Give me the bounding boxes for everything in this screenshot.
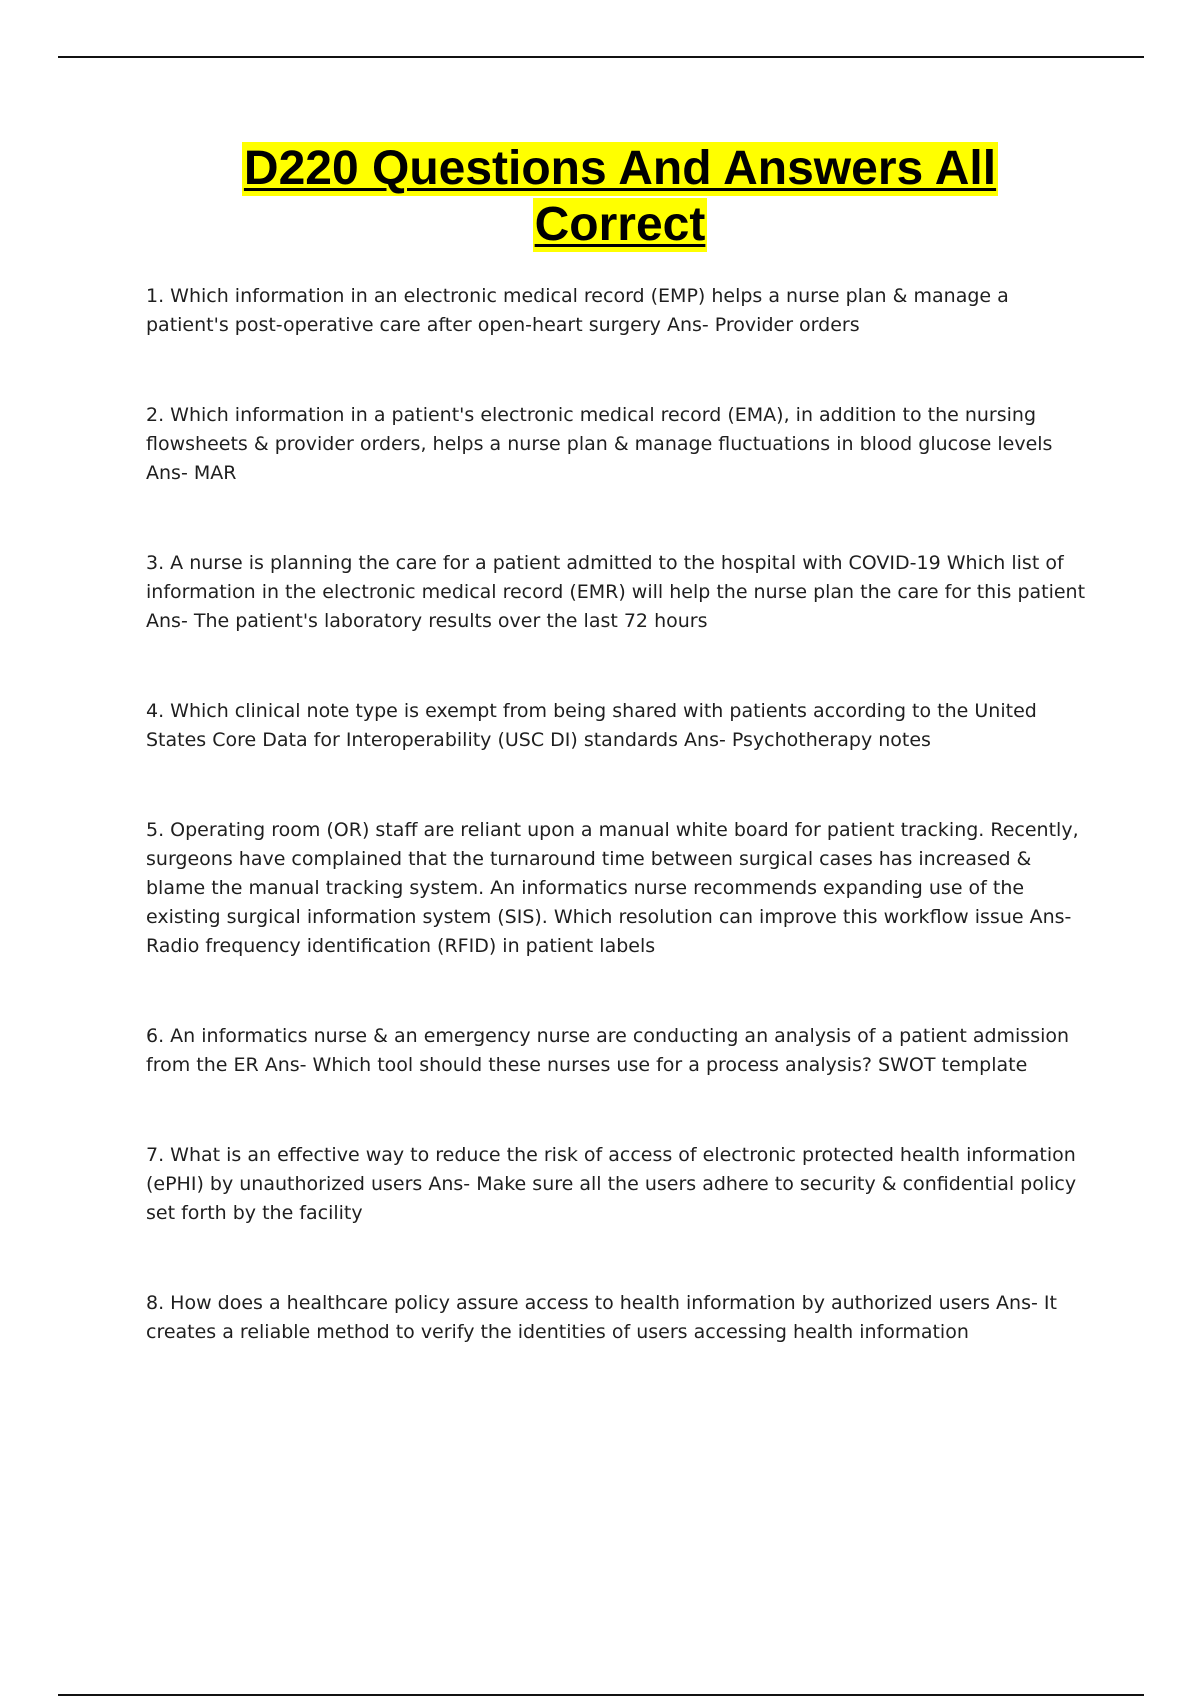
document-title (160, 142, 1080, 252)
question-item-2: 2. Which information in a patient's electronic medical record (EMA), in addition to the nursing flowsheets & provider orders, helps a nurse plan & manage fluctuations in blood glucose levels Ans- MAR (146, 404, 1053, 484)
title-line-1: D220 Questions And Answers All (243, 142, 997, 195)
question-item-4: 4. Which clinical note type is exempt from being shared with patients according to the United States Core Data for Interoperability (USC DI) standards Ans- Psychotherapy notes (146, 700, 1037, 751)
question-answer-list (146, 282, 1091, 1347)
title-line-2: Correct (534, 198, 706, 251)
question-item-8: 8. How does a healthcare policy assure access to health information by authorized users Ans- It creates a reliable method to verify the identities of users accessing health information (146, 1292, 1057, 1343)
question-item-6: 6. An informatics nurse & an emergency nurse are conducting an analysis of a patient admission from the ER Ans- Which tool should these nurses use for a process analysis? SWOT template (146, 1025, 1070, 1076)
question-item-7: 7. What is an effective way to reduce the risk of access of electronic protected health information (ePHI) by unauthorized users Ans- Make sure all the users adhere to security & confidential policy set forth by the facility (146, 1144, 1077, 1224)
top-divider (58, 56, 1144, 58)
bottom-divider (58, 1694, 1144, 1696)
question-item-5: 5. Operating room (OR) staff are reliant upon a manual white board for patient tracking. Recently, surgeons have complained that the turnaround time between surgical cases has increased & blame the manual tracking system. An informatics nurse recommends expanding use of the existing surgical information system (SIS). Which resolution can improve this workflow issue Ans- Radio frequency identification (RFID) in patient labels (146, 819, 1079, 957)
question-item-3: 3. A nurse is planning the care for a patient admitted to the hospital with COVID-19 Which list of information in the electronic medical record (EMR) will help the nurse plan the care for this patient Ans- The patient's laboratory results over the last 72 hours (146, 552, 1086, 632)
question-item-1: 1. Which information in an electronic medical record (EMP) helps a nurse plan & manage a patient's post-operative care after open-heart surgery Ans- Provider orders (146, 285, 1009, 336)
